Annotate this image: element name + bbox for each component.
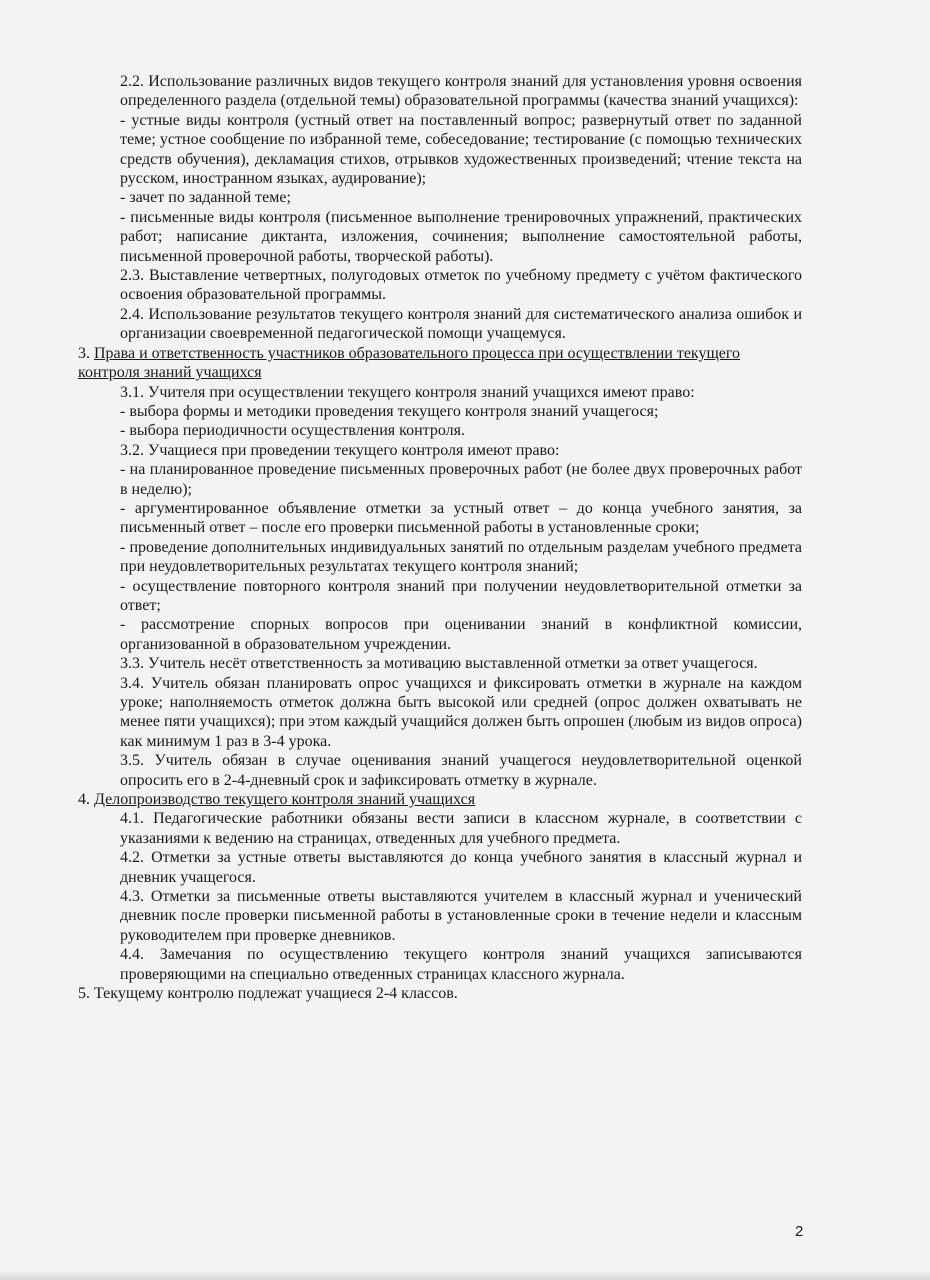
paragraph: - выбора периодичности осуществления контроля. <box>120 422 465 440</box>
paragraph: - письменные виды контроля (письменное выполнение тренировочных упражнений, практических работ; написание диктанта, изложения, сочинения; выполнение самостоятельной работы, письменной проверочной работы, творческой работы). <box>120 208 802 265</box>
paragraph: - зачет по заданной теме; <box>120 189 291 207</box>
section-heading <box>78 344 802 383</box>
paragraph: - выбора формы и методики проведения текущего контроля знаний учащегося; <box>120 402 659 420</box>
paragraph: 4.3. Отметки за письменные ответы выставляются учителем в классный журнал и ученический дневник после проверки письменной работы в установленные сроки в течение недели и классным руководителем при проверке дневников. <box>120 888 802 944</box>
document-body <box>78 72 802 1004</box>
paragraph: 3.2. Учащиеся при проведении текущего контроля имеют право: <box>120 441 560 459</box>
paragraph: 3.3. Учитель несёт ответственность за мотивацию выставленной отметки за ответ учащегося. <box>120 655 758 673</box>
paragraph: - аргументированное объявление отметки за устный ответ – до конца учебного занятия, за письменный ответ – после его проверки письменной работы в установленные сроки; <box>120 499 802 537</box>
paragraph: - рассмотрение спорных вопросов при оценивании знаний в конфликтной комиссии, организованной в образовательном учреждении. <box>120 616 802 653</box>
paragraph: 4.1. Педагогические работники обязаны вести записи в классном журнале, в соответствии с указаниями к ведению на страницах, отведенных для учебного предмета. <box>120 810 802 847</box>
paragraph: 2.3. Выставление четвертных, полугодовых отметок по учебному предмету с учётом фактического освоения образовательной программы. <box>120 267 802 304</box>
paragraph: 3.4. Учитель обязан планировать опрос учащихся и фиксировать отметки в журнале на каждом уроке; наполняемость отметок должна быть высокой или средней (опрос должен охватывать не менее пяти учащихся); при этом каждый учащийся должен быть опрошен (любым из видов опроса) как минимум 1 раз в 3-4 урока. <box>120 674 802 750</box>
paragraph: 2.2. Использование различных видов текущего контроля знаний для установления уровня освоения определенного раздела (отдельной темы) образовательной программы (качества знаний учащихся): <box>120 73 802 110</box>
section-heading <box>78 790 802 809</box>
paragraph: 2.4. Использование результатов текущего контроля знаний для систематического анализа ошибок и организации своевременной педагогической помощи учащемуся. <box>120 305 802 343</box>
section-number: 4. <box>78 791 90 809</box>
paragraph: 4.4. Замечания по осуществлению текущего контроля знаний учащихся записываются проверяющими на специально отведенных страницах классного журнала. <box>120 946 802 983</box>
section-title: Делопроизводство текущего контроля знаний учащихся <box>94 791 476 809</box>
paragraph: - осуществление повторного контроля знаний при получении неудовлетворительной отметки за ответ; <box>120 577 802 614</box>
paragraph: - устные виды контроля (устный ответ на поставленный вопрос; развернутый ответ по заданной теме; устное сообщение по избранной теме, собеседование; тестирование (с помощью технических средств обучения), декламация стихов, отрывков художественных произведений; чтение текста на русском, иностранном языках, аудирование); <box>120 111 802 188</box>
page-bottom-edge <box>0 1270 930 1280</box>
paragraph-plain: 5. Текущему контролю подлежат учащиеся 2-4 классов. <box>78 985 458 1003</box>
section-title: Права и ответственность участников образовательного процесса при осуществлении текущего контроля знаний учащихся <box>78 344 741 382</box>
paragraph: - проведение дополнительных индивидуальных занятий по отдельным разделам учебного предмета при неудовлетворительных результатах текущего контроля знаний; <box>120 538 802 576</box>
paragraph: 4.2. Отметки за устные ответы выставляются до конца учебного занятия в классный журнал и дневник учащегося. <box>120 849 802 886</box>
page-number: 2 <box>795 1223 804 1240</box>
paragraph: 3.5. Учитель обязан в случае оценивания знаний учащегося неудовлетворительной оценкой опросить его в 2-4-дневный срок и зафиксировать отметку в журнале. <box>120 752 802 789</box>
paragraph: 3.1. Учителя при осуществлении текущего контроля знаний учащихся имеют право: <box>120 383 695 401</box>
section-number: 3. <box>78 344 90 362</box>
paragraph: - на планированное проведение письменных проверочных работ (не более двух проверочных работ в неделю); <box>120 461 802 498</box>
